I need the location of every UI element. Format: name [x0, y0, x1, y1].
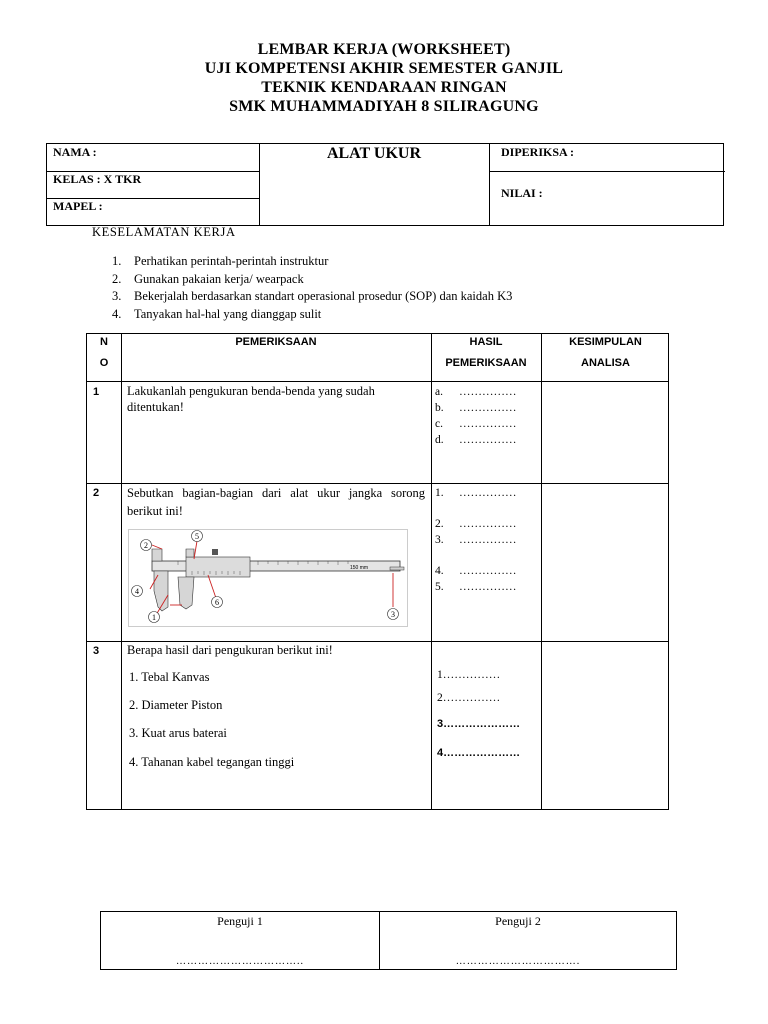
answer-label: b.	[435, 402, 444, 414]
list-number: 3.	[112, 289, 122, 303]
answer-dots: ……………	[459, 402, 517, 414]
answer-dots: ……………	[459, 434, 517, 446]
header-no-line2: O	[99, 357, 109, 369]
answer-line[interactable]	[435, 532, 517, 548]
student-info-table	[46, 143, 724, 226]
answer-line[interactable]	[435, 485, 517, 501]
header-kesimpulan-line1: KESIMPULAN	[569, 336, 642, 348]
callout-2: 2	[144, 541, 148, 550]
header-kesimpulan-line2: ANALISA	[581, 357, 630, 369]
header-no-line1: N	[100, 336, 108, 348]
column-divider	[541, 334, 542, 809]
answer-label: 1.	[435, 487, 444, 499]
answer-line[interactable]: 1……………	[437, 669, 501, 681]
lock-screw	[212, 549, 218, 555]
header-no	[87, 332, 121, 374]
penguji-2-label: Penguji 2	[495, 914, 541, 928]
subitem-text: 1. Tebal Kanvas	[129, 670, 210, 684]
list-text: Bekerjalah berdasarkan standart operasional prosedur (SOP) dan kaidah K3	[134, 289, 513, 303]
answer-label: a.	[435, 386, 443, 398]
penguji-1-label: Penguji 1	[217, 914, 263, 928]
mapel-field[interactable]: MAPEL :	[53, 199, 103, 213]
worksheet-header	[0, 40, 768, 116]
answer-label: 4.	[435, 565, 444, 577]
info-divider	[489, 144, 490, 225]
safety-title: KESELAMATAN KERJA	[92, 225, 236, 239]
answer-label: 2.	[435, 518, 444, 530]
answer-line[interactable]: 4…………………	[437, 747, 521, 759]
header-kesimpulan	[541, 332, 670, 374]
list-item	[112, 253, 512, 271]
header-hasil	[431, 332, 541, 374]
subitem-text: 2. Diameter Piston	[129, 698, 223, 712]
header-line-2: UJI KOMPETENSI AKHIR SEMESTER GANJIL	[204, 60, 564, 77]
header-pemeriksaan: PEMERIKSAAN	[235, 336, 317, 348]
column-divider	[431, 334, 432, 809]
answer-line[interactable]	[435, 579, 517, 595]
answer-label: c.	[435, 418, 443, 430]
answer-dots: ……………	[459, 386, 517, 398]
answer-line[interactable]	[435, 563, 517, 579]
sliding-lower-jaw	[178, 577, 194, 609]
list-number: 4.	[112, 306, 122, 321]
row-number: 3	[93, 645, 100, 657]
answer-line[interactable]	[435, 516, 517, 532]
worksheet-title: ALAT UKUR	[326, 145, 422, 162]
answer-dots: ……………	[459, 418, 517, 430]
callout-4: 4	[135, 587, 139, 596]
info-row-line	[489, 171, 725, 172]
penguji-2-signature-line[interactable]: …………………………….	[455, 956, 581, 967]
nama-field[interactable]: NAMA :	[53, 145, 97, 159]
answer-line[interactable]	[435, 400, 517, 416]
callout-6: 6	[215, 598, 219, 607]
row-divider	[87, 381, 668, 382]
list-text: Perhatikan perintah-perintah instruktur	[134, 254, 329, 268]
callout-1: 1	[152, 613, 156, 622]
row-number: 1	[93, 386, 100, 398]
answer-dots: ……………	[459, 581, 517, 593]
list-text: Tanyakan hal-hal yang dianggap sulit	[134, 306, 322, 321]
answer-dots: ……………	[459, 518, 517, 530]
scale-label: 150 mm	[350, 565, 369, 571]
list-number: 1.	[112, 254, 122, 268]
list-number: 2.	[112, 271, 122, 286]
answer-line[interactable]	[435, 384, 517, 400]
header-line-4: SMK MUHAMMADIYAH 8 SILIRAGUNG	[229, 98, 539, 115]
answer-dots: ……………	[459, 565, 517, 577]
list-item	[112, 271, 512, 289]
nilai-field[interactable]: NILAI :	[501, 186, 543, 200]
vernier-slider	[186, 557, 250, 577]
figure-frame	[129, 530, 408, 627]
answer-line[interactable]	[435, 432, 517, 448]
answer-line[interactable]: 3…………………	[437, 718, 521, 730]
header-hasil-line1: HASIL	[469, 336, 503, 348]
list-text: Gunakan pakaian kerja/ wearpack	[134, 271, 304, 286]
examiner-signature-table	[100, 911, 677, 970]
answer-label: 3.	[435, 534, 444, 546]
header-line-1: LEMBAR KERJA (WORKSHEET)	[257, 41, 511, 58]
kelas-field[interactable]: KELAS : X TKR	[53, 172, 142, 186]
fixed-upper-jaw	[152, 549, 162, 561]
subitem-text: 3. Kuat arus baterai	[129, 726, 227, 740]
list-item	[112, 306, 512, 324]
answer-label: d.	[435, 434, 444, 446]
list-item	[112, 288, 512, 306]
answer-line[interactable]: 2……………	[437, 692, 501, 704]
vernier-caliper-figure	[128, 529, 408, 627]
safety-list	[112, 253, 512, 323]
question-text: Lakukanlah pengukuran benda-benda yang sudah ditentukan!	[127, 384, 375, 414]
sliding-upper-jaw	[186, 549, 194, 557]
callout-3: 3	[391, 610, 395, 619]
callout-5: 5	[195, 532, 199, 541]
row-number: 2	[93, 487, 100, 499]
penguji-1-signature-line[interactable]: ……………………………..	[176, 956, 304, 967]
column-divider	[121, 334, 122, 809]
question-text: Sebutkan bagian-bagian dari alat ukur jangka sorong berikut ini!	[127, 486, 425, 518]
header-line-3: TEKNIK KENDARAAN RINGAN	[261, 79, 507, 96]
answer-dots: ……………	[459, 487, 517, 499]
diperiksa-field[interactable]: DIPERIKSA :	[501, 145, 575, 159]
subitem-text: 4. Tahanan kabel tegangan tinggi	[129, 755, 295, 769]
question-text: Berapa hasil dari pengukuran berikut ini!	[127, 643, 333, 657]
answer-line[interactable]	[435, 416, 517, 432]
answer-label: 5.	[435, 581, 444, 593]
answer-dots: ……………	[459, 534, 517, 546]
depth-rod	[390, 567, 404, 570]
header-hasil-line2: PEMERIKSAAN	[445, 357, 527, 369]
